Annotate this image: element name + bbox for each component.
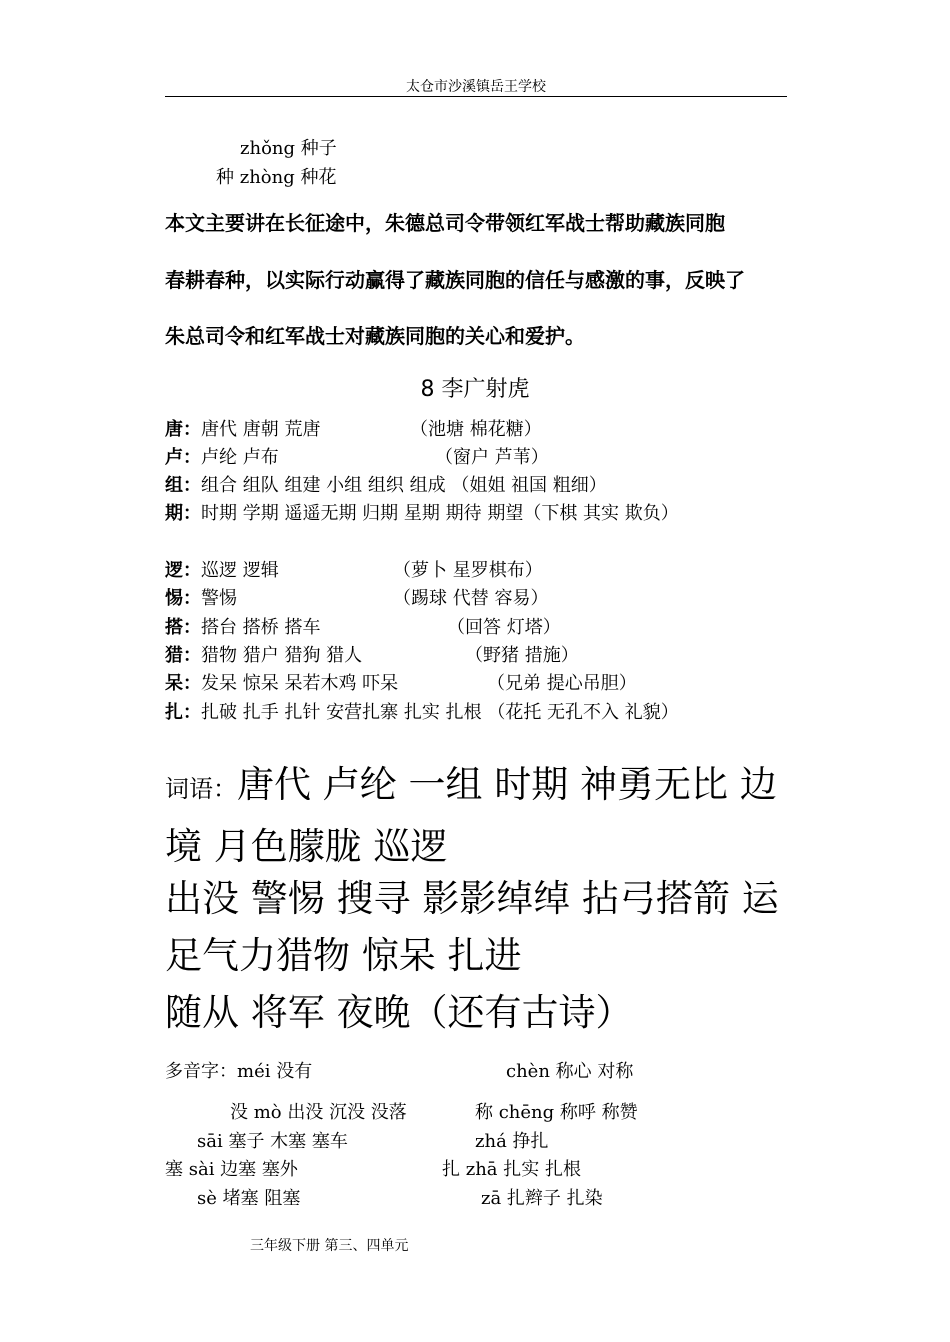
entry-ti — [165, 585, 790, 613]
page-footer: 三年级下册 第三、四单元 — [250, 1238, 409, 1254]
vocab-block-2 — [165, 870, 795, 984]
entry-da — [165, 614, 790, 642]
poly-sai1: sāi 塞子 木塞 塞车 — [197, 1131, 348, 1152]
entry-extra: （兄弟 提心吊胆） — [487, 673, 637, 694]
entry-char: 扎： — [165, 702, 201, 723]
poly-label: 多音字： — [165, 1061, 237, 1082]
entry-tang — [165, 416, 790, 444]
poly-mo: 没 mò 出没 沉没 没落 — [230, 1102, 407, 1123]
entry-char: 唐： — [165, 419, 201, 440]
entry-lie — [165, 642, 790, 670]
poly-sai4: 塞 sài 边塞 塞外 — [165, 1159, 298, 1180]
poly-chen: chèn 称心 对称 — [506, 1061, 634, 1082]
page-header: 太仓市沙溪镇岳王学校 — [406, 79, 546, 95]
entry-char: 组： — [165, 475, 201, 496]
entry-extra: （池塘 棉花糖） — [410, 419, 542, 440]
entry-words: 卢纶 卢布 — [201, 447, 279, 468]
entry-char: 卢： — [165, 447, 201, 468]
poly-za: zā 扎辫子 扎染 — [481, 1188, 603, 1209]
entry-qi — [165, 500, 790, 528]
vocab-block-3 — [165, 984, 795, 1041]
poly-cheng: 称 chēng 称呼 称赞 — [475, 1102, 638, 1123]
entry-words: 警惕 — [201, 588, 237, 609]
header-rule — [165, 96, 787, 97]
entry-words: 巡逻 逻辑 — [201, 560, 279, 581]
entry-luo — [165, 557, 790, 585]
poly-zha1: 扎 zhā 扎实 扎根 — [442, 1159, 581, 1180]
entry-extra: （萝卜 星罗棋布） — [393, 560, 543, 581]
entry-char: 期： — [165, 503, 201, 524]
entry-char: 呆： — [165, 673, 201, 694]
poly-se: sè 堵塞 阻塞 — [197, 1188, 301, 1209]
poly-row-1 — [165, 1057, 312, 1083]
entry-words: 唐代 唐朝 荒唐 — [201, 419, 321, 440]
vocab-line-1: 唐代 卢纶 一组 时期 神勇无比 边境 月色朦胧 巡逻 — [165, 763, 777, 868]
vocab-block-1 — [165, 756, 795, 875]
poly-zha2: zhá 挣扎 — [475, 1131, 549, 1152]
entry-extra: （窗户 芦苇） — [435, 447, 549, 468]
entry-words: 时期 学期 遥遥无期 归期 星期 期待 期望（下棋 其实 欺负） — [201, 503, 679, 524]
summary-line-1: 本文主要讲在长征途中，朱德总司令带领红军战士帮助藏族同胞 — [165, 211, 725, 235]
entry-char: 猎： — [165, 645, 201, 666]
summary-line-2: 春耕春种，以实际行动赢得了藏族同胞的信任与感激的事，反映了 — [165, 268, 745, 292]
entry-extra: （野猪 措施） — [465, 645, 579, 666]
entry-char: 搭： — [165, 617, 201, 638]
vocab-line-2: 出没 警惕 搜寻 影影绰绰 拈弓搭箭 运足气力猎物 惊呆 扎进 — [165, 877, 779, 977]
entry-words: 猎物 猎户 猎狗 猎人 — [201, 645, 363, 666]
entry-words: 搭台 搭桥 搭车 — [201, 617, 321, 638]
entry-extra: （踢球 代替 容易） — [393, 588, 549, 609]
vocab-line-3: 随从 将军 夜晚（还有古诗） — [165, 991, 633, 1034]
entry-dai — [165, 670, 790, 698]
entry-char: 逻： — [165, 560, 201, 581]
entry-zha — [165, 699, 790, 727]
zhong-pinyin-1: zhǒng 种子 — [240, 138, 337, 159]
zhong-pinyin-2: 种 zhòng 种花 — [216, 167, 337, 188]
entry-words: 扎破 扎手 扎针 安营扎寨 扎实 扎根 （花托 无孔不入 礼貌） — [201, 702, 679, 723]
entry-words: 发呆 惊呆 呆若木鸡 吓呆 — [201, 673, 399, 694]
poly-mei: méi 没有 — [237, 1061, 313, 1082]
entry-words: 组合 组队 组建 小组 组织 组成 （姐姐 祖国 粗细） — [201, 475, 607, 496]
vocab-label: 词语： — [165, 775, 237, 803]
summary-line-3: 朱总司令和红军战士对藏族同胞的关心和爱护。 — [165, 324, 585, 348]
lesson-title: 8 李广射虎 — [420, 377, 530, 402]
entry-extra: （回答 灯塔） — [447, 617, 561, 638]
entry-char: 惕： — [165, 588, 201, 609]
entry-zu — [165, 472, 790, 500]
entry-lu — [165, 444, 790, 472]
